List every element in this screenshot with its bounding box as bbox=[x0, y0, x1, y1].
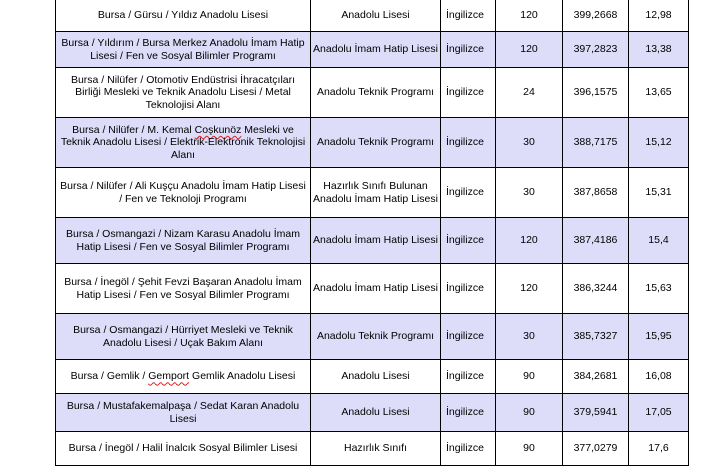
table-row bbox=[56, 0, 689, 32]
percentile-cell: 17,6 bbox=[629, 432, 689, 466]
school-type-cell: Anadolu Teknik Programı bbox=[311, 314, 441, 360]
language-cell: İngilizce bbox=[441, 394, 496, 432]
score-cell: 387,4186 bbox=[563, 218, 629, 264]
school-score-table-container bbox=[55, 0, 688, 466]
school-name-cell: Bursa / İnegöl / Halil İnalcık Sosyal Bilimler Lisesi bbox=[56, 432, 311, 466]
percentile-cell: 13,65 bbox=[629, 68, 689, 118]
score-cell: 377,0279 bbox=[563, 432, 629, 466]
percentile-cell: 12,98 bbox=[629, 0, 689, 32]
school-type-cell: Anadolu İmam Hatip Lisesi bbox=[311, 264, 441, 314]
school-type-cell: Hazırlık Sınıfı Bulunan Anadolu İmam Hatip Lisesi bbox=[311, 168, 441, 218]
school-name-cell: Bursa / Osmangazi / Hürriyet Mesleki ve Teknik Anadolu Lisesi / Uçak Bakım Alanı bbox=[56, 314, 311, 360]
quota-cell: 30 bbox=[496, 168, 563, 218]
table-row bbox=[56, 432, 689, 466]
table-row bbox=[56, 68, 689, 118]
school-name-cell: Bursa / Mustafakemalpaşa / Sedat Karan Anadolu Lisesi bbox=[56, 394, 311, 432]
score-cell: 379,5941 bbox=[563, 394, 629, 432]
school-type-cell: Hazırlık Sınıfı bbox=[311, 432, 441, 466]
table-row bbox=[56, 32, 689, 68]
language-cell: İngilizce bbox=[441, 360, 496, 394]
quota-cell: 120 bbox=[496, 32, 563, 68]
table-row bbox=[56, 168, 689, 218]
school-name-cell: Bursa / Yıldırım / Bursa Merkez Anadolu İmam Hatip Lisesi / Fen ve Sosyal Bilimler Programı bbox=[56, 32, 311, 68]
school-name-text: Gemlik Anadolu Lisesi bbox=[189, 370, 296, 383]
score-cell: 384,2681 bbox=[563, 360, 629, 394]
score-cell: 397,2823 bbox=[563, 32, 629, 68]
percentile-cell: 15,31 bbox=[629, 168, 689, 218]
language-cell: İngilizce bbox=[441, 32, 496, 68]
score-cell: 396,1575 bbox=[563, 68, 629, 118]
table-row bbox=[56, 118, 689, 168]
school-name-cell bbox=[56, 118, 311, 168]
spellcheck-flagged-word: Gemport bbox=[148, 370, 190, 383]
language-cell: İngilizce bbox=[441, 314, 496, 360]
language-cell: İngilizce bbox=[441, 264, 496, 314]
school-name-cell: Bursa / Osmangazi / Nizam Karasu Anadolu İmam Hatip Lisesi / Fen ve Sosyal Bilimler Programı bbox=[56, 218, 311, 264]
quota-cell: 24 bbox=[496, 68, 563, 118]
percentile-cell: 15,4 bbox=[629, 218, 689, 264]
percentile-cell: 15,12 bbox=[629, 118, 689, 168]
score-cell: 388,7175 bbox=[563, 118, 629, 168]
school-type-cell: Anadolu Lisesi bbox=[311, 394, 441, 432]
language-cell: İngilizce bbox=[441, 118, 496, 168]
table-row bbox=[56, 360, 689, 394]
school-type-cell: Anadolu Teknik Programı bbox=[311, 118, 441, 168]
school-type-cell: Anadolu Lisesi bbox=[311, 0, 441, 32]
score-cell: 399,2668 bbox=[563, 0, 629, 32]
school-name-cell: Bursa / İnegöl / Şehit Fevzi Başaran Anadolu İmam Hatip Lisesi / Fen ve Sosyal Bilimler Programı bbox=[56, 264, 311, 314]
school-name-cell: Bursa / Nilüfer / Ali Kuşçu Anadolu İmam Hatip Lisesi / Fen ve Teknoloji Programı bbox=[56, 168, 311, 218]
percentile-cell: 15,63 bbox=[629, 264, 689, 314]
quota-cell: 120 bbox=[496, 264, 563, 314]
quota-cell: 120 bbox=[496, 218, 563, 264]
table-row bbox=[56, 314, 689, 360]
percentile-cell: 17,05 bbox=[629, 394, 689, 432]
quota-cell: 30 bbox=[496, 314, 563, 360]
quota-cell: 30 bbox=[496, 118, 563, 168]
language-cell: İngilizce bbox=[441, 0, 496, 32]
school-name-text: Bursa / Gemlik / bbox=[70, 370, 149, 383]
school-type-cell: Anadolu İmam Hatip Lisesi bbox=[311, 32, 441, 68]
table-row bbox=[56, 218, 689, 264]
school-name-cell bbox=[56, 360, 311, 394]
percentile-cell: 13,38 bbox=[629, 32, 689, 68]
quota-cell: 90 bbox=[496, 394, 563, 432]
score-cell: 385,7327 bbox=[563, 314, 629, 360]
percentile-cell: 16,08 bbox=[629, 360, 689, 394]
language-cell: İngilizce bbox=[441, 218, 496, 264]
quota-cell: 120 bbox=[496, 0, 563, 32]
school-name-text: Mesleki ve Teknik Anadolu Lisesi / Elektrik-Elektronik Teknolojisi Alanı bbox=[60, 123, 306, 161]
quota-cell: 90 bbox=[496, 432, 563, 466]
school-name-cell: Bursa / Gürsu / Yıldız Anadolu Lisesi bbox=[56, 0, 311, 32]
school-type-cell: Anadolu İmam Hatip Lisesi bbox=[311, 218, 441, 264]
language-cell: İngilizce bbox=[441, 168, 496, 218]
table-row bbox=[56, 394, 689, 432]
table-row bbox=[56, 264, 689, 314]
school-name-text: Bursa / Nilüfer / M. Kemal bbox=[72, 123, 195, 136]
school-type-cell: Anadolu Teknik Programı bbox=[311, 68, 441, 118]
spellcheck-flagged-word: Coşkunöz bbox=[194, 123, 242, 136]
score-cell: 386,3244 bbox=[563, 264, 629, 314]
quota-cell: 90 bbox=[496, 360, 563, 394]
language-cell: İngilizce bbox=[441, 432, 496, 466]
school-name-cell: Bursa / Nilüfer / Otomotiv Endüstrisi İhracatçıları Birliği Mesleki ve Teknik Anadolu Lisesi / Metal Teknolojisi Alanı bbox=[56, 68, 311, 118]
score-cell: 387,8658 bbox=[563, 168, 629, 218]
language-cell: İngilizce bbox=[441, 68, 496, 118]
school-score-table bbox=[55, 0, 689, 466]
percentile-cell: 15,95 bbox=[629, 314, 689, 360]
school-type-cell: Anadolu Lisesi bbox=[311, 360, 441, 394]
